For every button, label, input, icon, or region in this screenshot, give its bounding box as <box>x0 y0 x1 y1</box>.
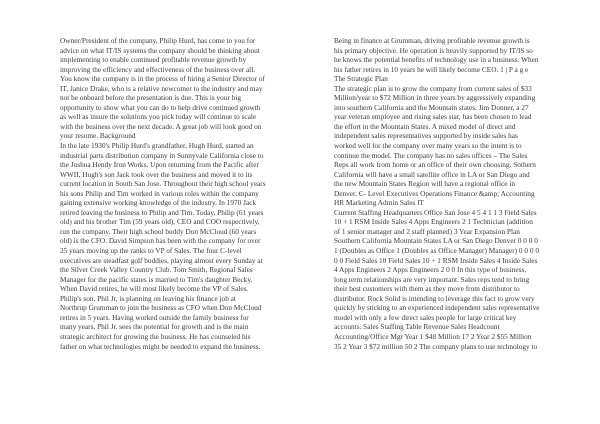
text-line: model with only a few direct sales people for large critical key <box>334 312 517 322</box>
text-line: Philip's son, Phil Jr, is planning on leaving his finance job at <box>60 293 236 303</box>
text-line: his primary objective. He operation is heavily supported by IT/IS so <box>334 45 533 55</box>
text-line: not be onboard before the presentation is due. This is your big <box>60 93 242 103</box>
text-line: Accounting/Office Mgr Year 1 $48 Million 17 2 Year 2 $55 Million <box>334 331 532 341</box>
text-line: IT, Janice Drake, who is a relative newcomer to the industry and may <box>60 83 263 93</box>
text-line: the effort in the Mountain States. A mixed model of direct and <box>334 121 516 131</box>
text-line: gaining extensive working knowledge of the industry. In 1970 Jack <box>60 198 257 208</box>
text-line: Manager for the pacific states is married to Tim's daughter Becky. <box>60 274 253 284</box>
text-line: retires in 5 years. Having worked outside the family business for <box>60 312 249 322</box>
left-text-column <box>60 36 316 424</box>
text-line: Reps all work from home or an office of their own choosing. Sothern <box>334 160 536 170</box>
text-line: continue the model. The company has no sales offices – The Sales <box>334 150 528 160</box>
text-line: run the company. Their high school buddy Don McCloud (60 years <box>60 226 257 236</box>
text-line: old) is the CFO. David Simpson has been with the company for over <box>60 236 261 246</box>
text-line: of 1 senior manager and 2 staff planned) 3 Year Expansion Plan <box>334 226 520 236</box>
text-line: strategic architect for growing the business. He has counseled his <box>60 331 251 341</box>
text-line: the Joshua Hendy Iron Works. Upon returning from the Pacific after <box>60 160 259 170</box>
text-line: worked well for the company over many years so the intent is to <box>334 141 522 151</box>
text-line: as well as insure the solutions you pick today will continue to scale <box>60 112 257 122</box>
text-line: Denver. C- Level Executives Operations Finance &amp; Accounting <box>334 188 535 198</box>
text-line: Current Staffing Headquarters Office San Jose 4 5 4 1 1 3 Field Sales <box>334 207 537 217</box>
text-line: HR Marketing Admin Sales IT <box>334 198 424 208</box>
text-line: California will have a small satellite office in LA or San Diego and <box>334 169 530 179</box>
text-line: year veteran employee and rising sales star, has been chosen to lead <box>334 112 532 122</box>
text-line: father on what technologies might be needed to expand the business. <box>60 341 261 351</box>
text-line: Owner/President of the company, Philip Hurd, has come to you for <box>60 36 256 45</box>
text-line: Being in finance at Grumman, driving profitable revenue growth is <box>334 36 530 45</box>
text-line: 25 years moving up the ranks to VP of Sales. The four C-level <box>60 246 242 256</box>
text-line: In the late 1930's Philip Hurd's grandfather, Hugh Hurd, started an <box>60 141 254 151</box>
text-line: Northrup Grumman to join the business as CFO when Don McCloud <box>60 303 262 313</box>
text-line: his sons Philip and Tim worked in various roles within the company <box>60 188 259 198</box>
text-line: the Silver Creek Valley Country Club. Tom Smith, Regional Sales <box>60 265 253 275</box>
text-line: the new Mountain States Region will have a regional office in <box>334 179 516 189</box>
text-line: distributor. Rock Solid is intending to leverage this fact to grow very <box>334 293 535 303</box>
text-line: 0 0 Field Sales 10 Field Sales 10 + 1 RSM Inside Sales 4 Inside Sales <box>334 255 538 265</box>
right-text-column <box>334 36 590 424</box>
text-line: their best customers with them as they move from distributor to <box>334 284 520 294</box>
text-line: his father retires in 10 years he will likely become CEO. 1 | P a g e <box>334 64 529 74</box>
text-line: The strategic plan is to grow the company from current sales of $33 <box>334 83 532 93</box>
text-line: 10 + 1 RSM Inside Sales 4 Apps Engineers 2 1 Technician (addition <box>334 217 533 227</box>
text-line: WWII, Hugh's son Jack took over the business and moved it to its <box>60 169 253 179</box>
text-line: Million/year to $72 Million in three years by aggressively expanding <box>334 93 536 103</box>
text-line: your resume. Background <box>60 131 136 141</box>
text-line: with the business over the next decade. A great job will look good on <box>60 121 262 131</box>
text-line: many years, Phil Jr. sees the potential for growth and is the main <box>60 322 249 332</box>
text-line: advice on what IT/IS systems the company should be thinking about <box>60 45 260 55</box>
text-line: independent sales representatives supported by inside sales has <box>334 131 518 141</box>
text-line: executives are steadfast golf buddies, playing almost every Sunday at <box>60 255 263 265</box>
text-line: he knows the potential benefits of technology use in a business. When <box>334 55 539 65</box>
text-line: into southern California and the Mountain states. Jim Donner, a 27 <box>334 102 529 112</box>
text-line: 4 Apps Engineers 2 Apps Engineers 2 0 0 In this type of business, <box>334 265 527 275</box>
text-line: improving the efficiency and effectiveness of the business over all. <box>60 64 256 74</box>
text-line: The Strategic Plan <box>334 74 388 84</box>
text-line: retired leaving the business to Philip and Tim. Today, Philip (61 years <box>60 207 264 217</box>
text-line: Southern California Mountain States LA or San Diego Denver 0 0 0 0 <box>334 236 538 246</box>
text-line: long term relationships are very important. Sales reps tend to bring <box>334 274 530 284</box>
text-line: old) and his brother Tim (59 years old), CEO and COO respectively, <box>60 217 260 227</box>
text-line: 35 2 Year 3 $72 million 50 2 The company plans to use technology to <box>334 341 538 351</box>
text-line: quickly by sticking to an experienced independent sales representative <box>334 303 540 313</box>
text-line: accounts. Sales Staffing Table Revenue Sales Headcount <box>334 322 500 332</box>
text-line: current location in South San Jose. Throughout their high school years <box>60 179 266 189</box>
text-line: You know the company is in the process of hiring a Senior Director of <box>60 74 265 84</box>
text-line: When David retires, he will most likely become the VP of Sales. <box>60 284 249 294</box>
text-line: implementing to enable continued profitable revenue growth by <box>60 55 247 65</box>
text-line: industrial parts distribution company in Sunnyvale California close to <box>60 150 264 160</box>
text-line: opportunity to show what you can do to help drive continued growth <box>60 102 261 112</box>
text-line: 1 (Doubles as Office 1 (Doubles as Office Manager) Manager) 0 0 0 0 <box>334 246 539 256</box>
